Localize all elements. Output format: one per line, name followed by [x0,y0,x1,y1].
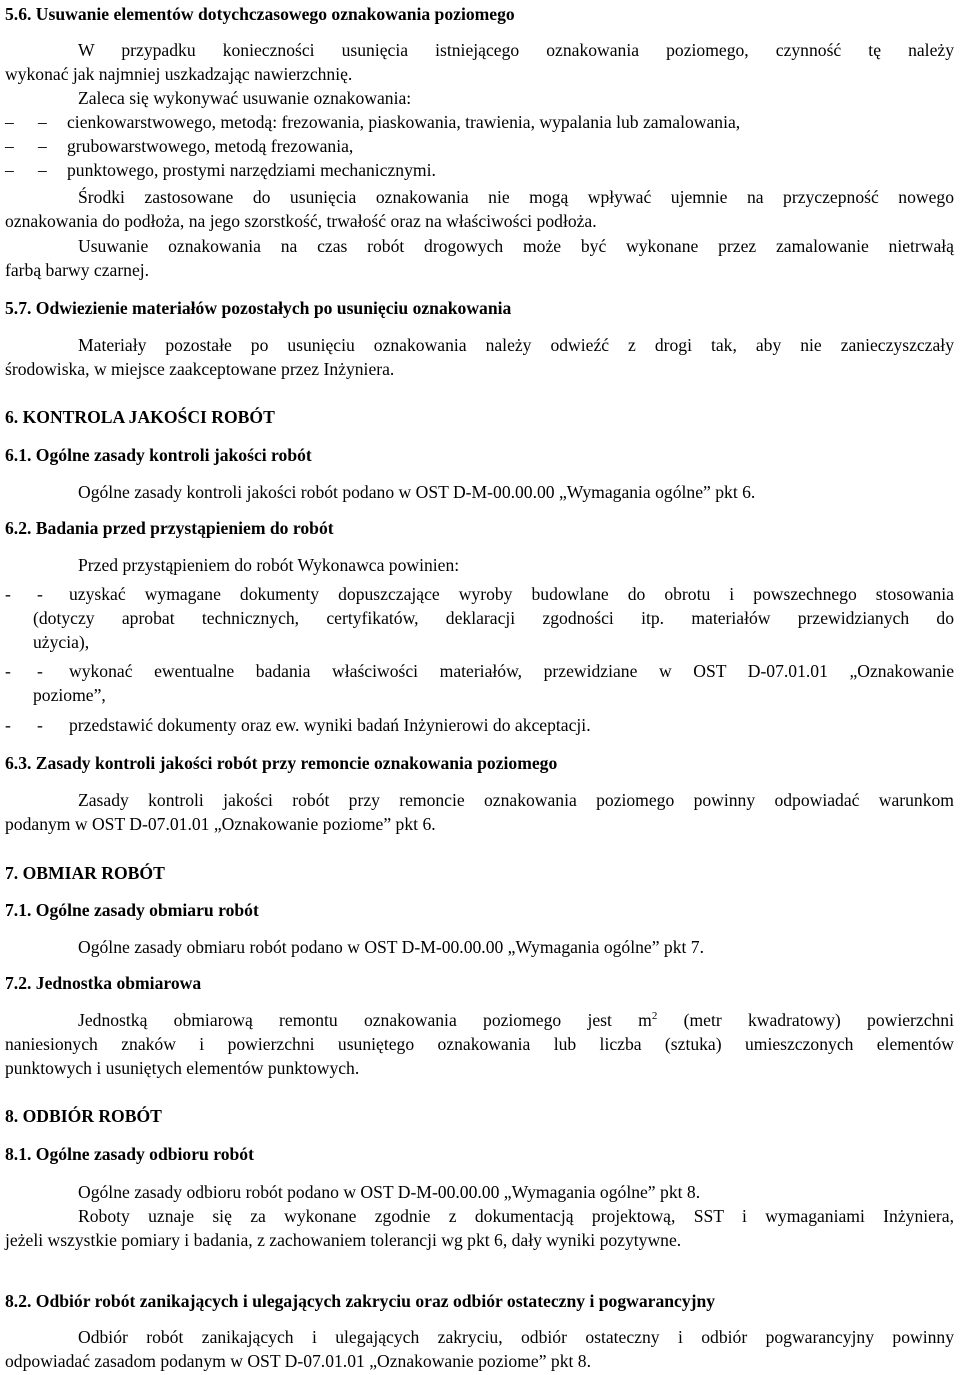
list-item: cienkowarstwowego, metodą: frezowania, piaskowania, trawienia, wypalania lub zamalowania, [67,112,741,132]
s62-intro: Przed przystąpieniem do robót Wykonawca powinien: [78,555,460,575]
s61-text: Ogólne zasady kontroli jakości robót podano w OST D-M-00.00.00 „Wymagania ogólne” pkt 6. [78,482,756,502]
section-8-1-heading: 8.1. Ogólne zasady odbioru robót [5,1144,254,1164]
s63-line-1: Zasady kontroli jakości robót przy remoncie oznakowania poziomego powinny odpowiadać warunkom [78,790,954,810]
s56-paragraph-3-line-1: Środki zastosowane do usunięcia oznakowania nie mogą wpływać ujemnie na przyczepność nowego [78,187,954,207]
list-marker: - [5,584,11,604]
s62-item-2-line-1: wykonać ewentualne badania właściwości materiałów, przewidziane w OST D-07.01.01 „Oznakowanie [69,661,954,681]
s56-paragraph-1-line-1: W przypadku konieczności usunięcia istniejącego oznakowania poziomego, czynność tę należy [78,40,954,60]
s82-line-2: odpowiadać zasadom podanym w OST D-07.01.01 „Oznakowanie poziome” pkt 8. [5,1351,591,1371]
list-item: punktowego, prostymi narzędziami mechanicznymi. [67,160,436,180]
s62-item-1-line-3: użycia), [33,632,90,652]
list-marker: – [5,112,14,132]
s71-text: Ogólne zasady obmiaru robót podano w OST D-M-00.00.00 „Wymagania ogólne” pkt 7. [78,937,704,957]
s57-paragraph-line-2: środowiska, w miejsce zaakceptowane przez Inżyniera. [5,359,395,379]
s62-item-1-line-2: (dotyczy aprobat technicznych, certyfikatów, deklaracji zgodności itp. materiałów przewidzianych do [33,608,954,628]
section-8-heading: 8. ODBIÓR ROBÓT [5,1106,162,1126]
section-6-2-heading: 6.2. Badania przed przystąpieniem do robót [5,518,334,538]
list-marker: - [5,715,11,735]
list-marker: - [37,715,43,735]
list-item: grubowarstwowego, metodą frezowania, [67,136,354,156]
s56-paragraph-2: Zaleca się wykonywać usuwanie oznakowania: [78,88,412,108]
s82-line-1: Odbiór robót zanikających i ulegających zakryciu, odbiór ostateczny i odbiór pogwarancyjny powinny [78,1327,954,1347]
section-5-6-heading: 5.6. Usuwanie elementów dotychczasowego oznakowania poziomego [5,4,515,24]
s62-item-2-line-2: poziome”, [33,685,106,705]
list-marker: – [5,160,14,180]
list-marker: – [38,112,47,132]
section-7-heading: 7. OBMIAR ROBÓT [5,863,165,883]
list-marker: - [37,584,43,604]
section-6-1-heading: 6.1. Ogólne zasady kontroli jakości robót [5,445,312,465]
s62-item-3: przedstawić dokumenty oraz ew. wyniki badań Inżynierowi do akceptacji. [69,715,591,735]
s56-paragraph-3-line-2: oznakowania do podłoża, na jego szorstkość, trwałość oraz na właściwości podłoża. [5,211,597,231]
s56-paragraph-4-line-1: Usuwanie oznakowania na czas robót drogowych może być wykonane przez zamalowanie nietrwałą [78,236,954,256]
section-7-1-heading: 7.1. Ogólne zasady obmiaru robót [5,900,259,920]
s81-text: Ogólne zasady odbioru robót podano w OST D-M-00.00.00 „Wymagania ogólne” pkt 8. [78,1182,701,1202]
s56-paragraph-1-line-2: wykonać jak najmniej uszkadzając nawierzchnię. [5,64,353,84]
list-marker: - [5,661,11,681]
section-7-2-heading: 7.2. Jednostka obmiarowa [5,973,202,993]
s63-line-2: podanym w OST D-07.01.01 „Oznakowanie poziome” pkt 6. [5,814,436,834]
list-marker: – [38,160,47,180]
s81-paragraph-line-1: Roboty uznaje się za wykonane zgodnie z dokumentacją projektową, SST i wymaganiami Inżyniera, [78,1206,954,1226]
s62-item-1-line-1: uzyskać wymagane dokumenty dopuszczające wyroby budowlane do obrotu i powszechnego stosowania [69,584,954,604]
s81-paragraph-line-2: jeżeli wszystkie pomiary i badania, z zachowaniem tolerancji wg pkt 6, dały wyniki pozytywne. [5,1230,682,1250]
list-marker: - [37,661,43,681]
superscript: 2 [651,1010,658,1022]
section-8-2-heading: 8.2. Odbiór robót zanikających i ulegających zakryciu oraz odbiór ostateczny i pogwarancyjny [5,1291,716,1311]
s72-line-2: naniesionych znaków i powierzchni usuniętego oznakowania lub liczba (sztuka) umieszczonych elementów [5,1034,954,1054]
list-marker: – [5,136,14,156]
s57-paragraph-line-1: Materiały pozostałe po usunięciu oznakowania należy odwieźć z drogi tak, aby nie zanieczyszczały [78,335,954,355]
section-5-7-heading: 5.7. Odwiezienie materiałów pozostałych po usunięciu oznakowania [5,298,512,318]
s56-paragraph-4-line-2: farbą barwy czarnej. [5,260,150,280]
s72-line-1: Jednostką obmiarową remontu oznakowania poziomego jest $m^2$ (metr kwadratowy) powierzchni [78,1010,954,1030]
section-6-3-heading: 6.3. Zasady kontroli jakości robót przy remoncie oznakowania poziomego [5,753,558,773]
list-marker: – [38,136,47,156]
s72-line-3: punktowych i usuniętych elementów punktowych. [5,1058,360,1078]
section-6-heading: 6. KONTROLA JAKOŚCI ROBÓT [5,407,275,427]
